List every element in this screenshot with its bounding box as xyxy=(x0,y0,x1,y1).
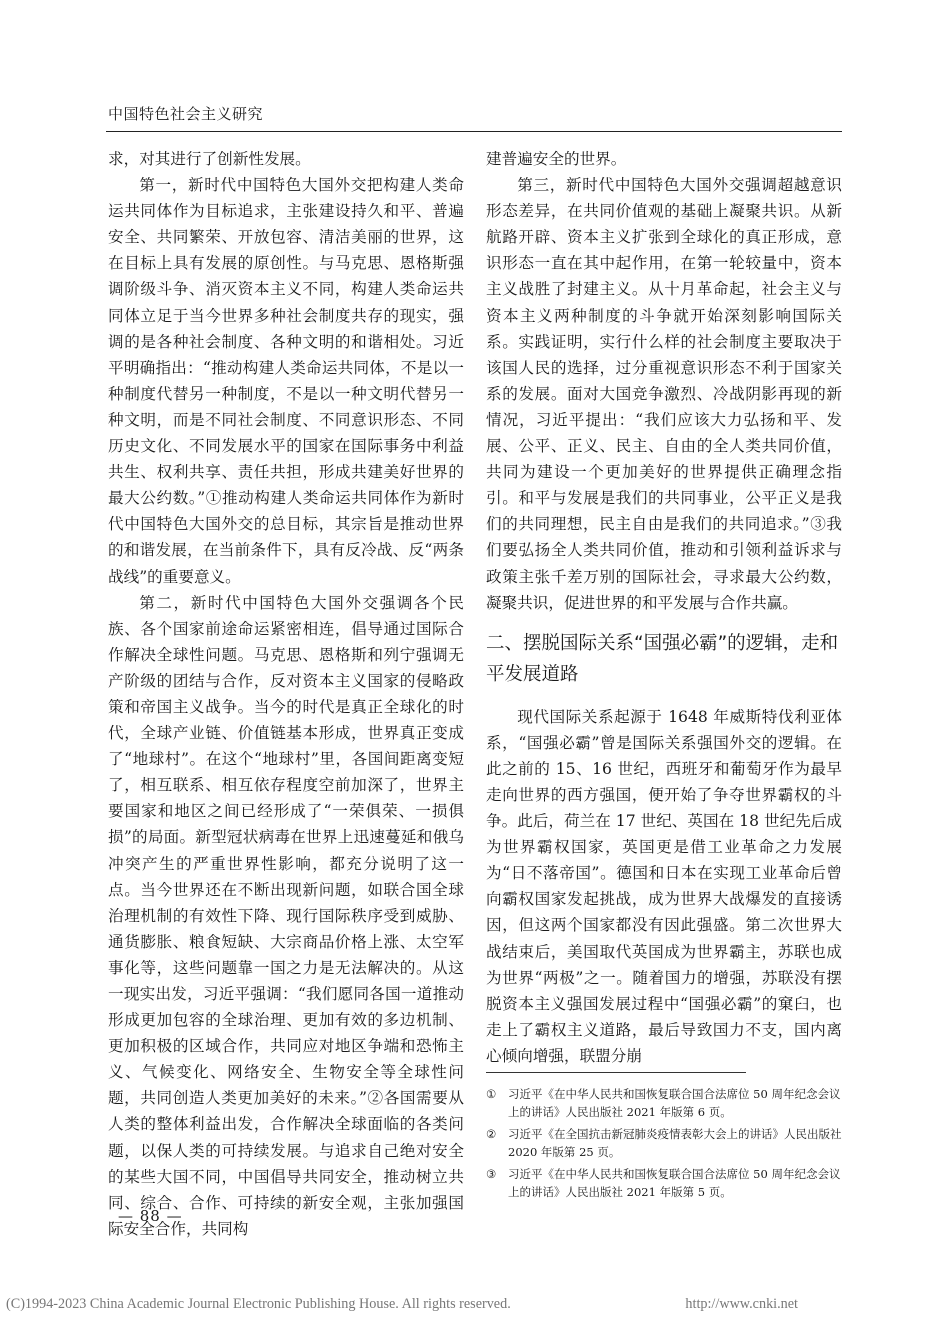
footnote-item xyxy=(486,1125,842,1161)
page-number: — 88 — xyxy=(118,1207,183,1225)
copyright-footer xyxy=(6,1296,944,1313)
header-divider xyxy=(106,131,842,132)
section-heading: 二、摆脱国际关系“国强必霸”的逻辑，走和平发展道路 xyxy=(486,632,839,685)
footnote-item xyxy=(486,1085,842,1121)
cnki-link[interactable]: http://www.cnki.net xyxy=(685,1296,798,1312)
copyright-notice: (C)1994-2023 China Academic Journal Electronic Publishing House. All rights reserved. xyxy=(6,1296,511,1312)
paragraph-first-point: 第一，新时代中国特色大国外交把构建人类命运共同体作为目标追求，主张建设持久和平、普遍安全、共同繁荣、开放包容、清洁美丽的世界，这在目标上具有发展的原创性。与马克思、恩格斯强调阶级斗争、消灭资本主义不同，构建人类命运共同体立足于当今世界多种社会制度共存的现实，强调的是各种社会制度、各种文明的和谐相处。习近平明确指出：“推动构建人类命运共同体，不是以一种制度代替另一种制度，不是以一种文明代替另一种文明，而是不同社会制度、不同意识形态、不同历史文化、不同发展水平的国家在国际事务中利益共生、权利共享、责任共担，形成共建美好世界的最大公约数。”①推动构建人类命运共同体作为新时代中国特色大国外交的总目标，其宗旨是推动世界的和谐发展，在当前条件下，具有反冷战、反“两条战线”的重要意义。 xyxy=(108,176,464,586)
paragraph-continued-right: 建普遍安全的世界。 xyxy=(486,150,627,168)
footnote-text: 习近平《在全国抗击新冠肺炎疫情表彰大会上的讲话》人民出版社 2020 年版第 25 页。 xyxy=(508,1127,842,1159)
paragraph-second-point: 第二，新时代中国特色大国外交强调各个民族、各个国家前途命运紧密相连，倡导通过国际合作解决全球性问题。马克思、恩格斯和列宁强调无产阶级的团结与合作，反对资本主义国家的侵略政策和帝国主义战争。当今的时代是真正全球化的时代，全球产业链、价值链基本形成，世界真正变成了“地球村”。在这个“地球村”里，各国间距离变短了，相互联系、相互依存程度空前加深了，世界主要国家和地区之间已经形成了“一荣俱荣、一损俱损”的局面。新型冠状病毒在世界上迅速蔓延和俄乌冲突产生的严重世界性影响，都充分说明了这一点。当今世界还在不断出现新问题，如联合国全球治理机制的有效性下降、现行国际秩序受到威胁、通货膨胀、粮食短缺、大宗商品价格上涨、太空军事化等，这些问题靠一国之力是无法解决的。从这一现实出发，习近平强调：“我们愿同各国一道推动形成更加包容的全球治理、更加有效的多边机制、更加积极的区域合作，共同应对地区争端和恐怖主义、气候变化、网络安全、生物安全等全球性问题，共同创造人类更加美好的未来。”②各国需要从人类的整体利益出发，合作解决全球面临的各类问题，以保人类的可持续发展。与追求自己绝对安全的某些大国不同，中国倡导共同安全，推动树立共同、综合、合作、可持续的新安全观，主张加强国际安全合作，共同构 xyxy=(108,593,464,1238)
right-text-column xyxy=(486,146,842,1069)
footnote-text: 习近平《在中华人民共和国恢复联合国合法席位 50 周年纪念会议上的讲话》人民出版社 2021 年版第 5 页。 xyxy=(508,1167,841,1199)
journal-running-header: 中国特色社会主义研究 xyxy=(108,105,264,123)
footnote-marker: ① xyxy=(486,1087,497,1101)
left-text-column xyxy=(108,146,464,1242)
footnote-marker: ② xyxy=(486,1127,497,1141)
footnote-text: 习近平《在中华人民共和国恢复联合国合法席位 50 周年纪念会议上的讲话》人民出版社 2021 年版第 6 页。 xyxy=(508,1087,841,1119)
footnote-marker: ③ xyxy=(486,1167,497,1181)
paragraph-continued: 求，对其进行了创新性发展。 xyxy=(108,150,311,168)
footnotes xyxy=(486,1085,842,1205)
footnote-item xyxy=(486,1165,842,1201)
paragraph-section-two: 现代国际关系起源于 1648 年威斯特伐利亚体系，“国强必霸”曾是国际关系强国外交的逻辑。在此之前的 15、16 世纪，西班牙和葡萄牙作为最早走向世界的西方强国，便开始了争夺世界霸权的斗争。此后，荷兰在 17 世纪、英国在 18 世纪先后成为世界霸权国家，英国更是借工业革命之力发展为“日不落帝国”。德国和日本在实现工业革命后曾向霸权国家发起挑战，成为世界大战爆发的直接诱因，但这两个国家都没有因此强盛。第二次世界大战结束后，美国取代英国成为世界霸主，苏联也成为世界“两极”之一。随着国力的增强，苏联没有摆脱资本主义强国发展过程中“国强必霸”的窠臼，也走上了霸权主义道路，最后导致国力不支，国内离心倾向增强，联盟分崩 xyxy=(486,707,842,1065)
paragraph-third-point: 第三，新时代中国特色大国外交强调超越意识形态差异，在共同价值观的基础上凝聚共识。从新航路开辟、资本主义扩张到全球化的真正形成，意识形态一直在其中起作用，在第一轮较量中，资本主义战胜了封建主义。从十月革命起，社会主义与资本主义两种制度的斗争就开始深刻影响国际关系。实践证明，实行什么样的社会制度主要取决于该国人民的选择，过分重视意识形态不利于国家关系的发展。面对大国竞争激烈、冷战阴影再现的新情况，习近平提出：“我们应该大力弘扬和平、发展、公平、正义、民主、自由的全人类共同价值，共同为建设一个更加美好的世界提供正确理念指引。和平与发展是我们的共同事业，公平正义是我们的共同理想，民主自由是我们的共同追求。”③我们要弘扬全人类共同价值，推动和引领利益诉求与政策主张千差万别的国际社会，寻求最大公约数，凝聚共识，促进世界的和平发展与合作共赢。 xyxy=(486,176,842,612)
footnote-divider xyxy=(486,1072,746,1073)
